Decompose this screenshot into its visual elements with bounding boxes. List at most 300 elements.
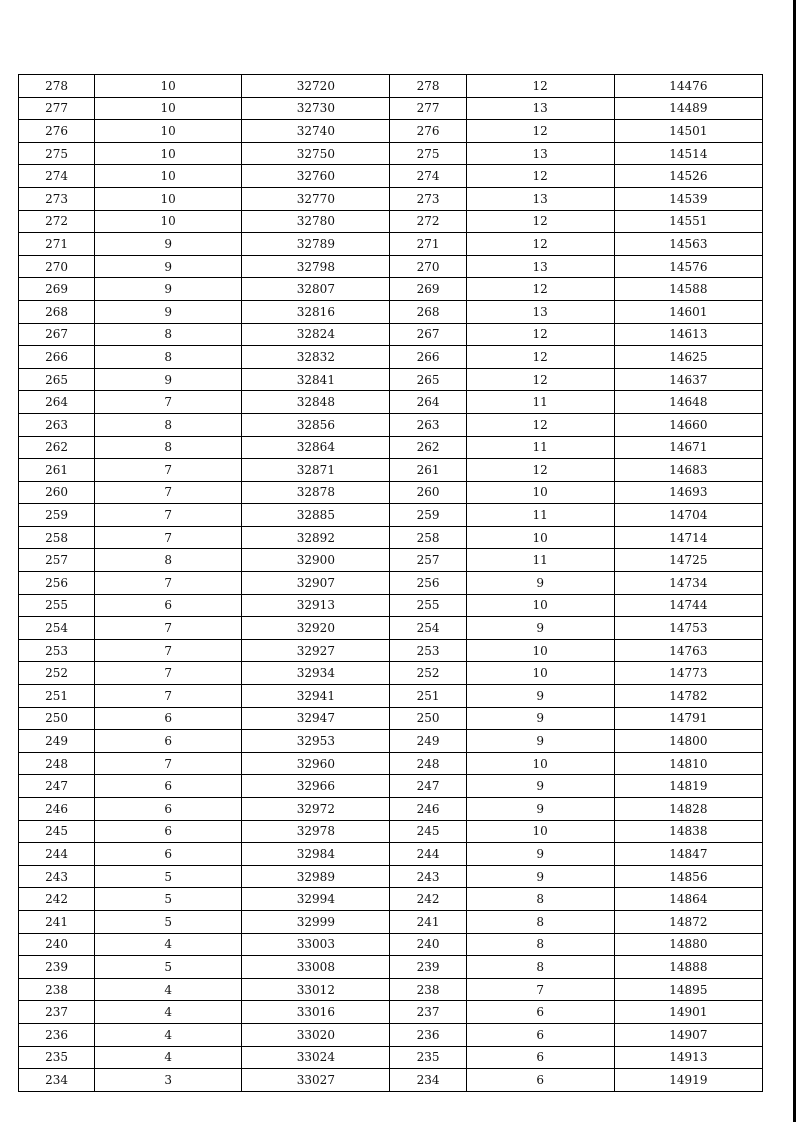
score-right-cell: 255 [390, 594, 466, 617]
cumulative-left-cell: 32789 [242, 233, 390, 256]
cumulative-right-cell: 14551 [614, 210, 762, 233]
count-left-cell: 8 [95, 413, 242, 436]
count-left-cell: 7 [95, 572, 242, 595]
count-right-cell: 6 [466, 1046, 614, 1069]
cumulative-right-cell: 14856 [614, 865, 762, 888]
score-right-cell: 246 [390, 798, 466, 821]
score-left-cell: 248 [19, 752, 95, 775]
count-left-cell: 9 [95, 255, 242, 278]
cumulative-right-cell: 14489 [614, 97, 762, 120]
cumulative-left-cell: 32807 [242, 278, 390, 301]
score-right-cell: 250 [390, 707, 466, 730]
score-left-cell: 265 [19, 368, 95, 391]
score-right-cell: 252 [390, 662, 466, 685]
table-row [19, 142, 763, 165]
cumulative-right-cell: 14588 [614, 278, 762, 301]
score-right-cell: 236 [390, 1023, 466, 1046]
count-left-cell: 7 [95, 391, 242, 414]
cumulative-left-cell: 32841 [242, 368, 390, 391]
count-right-cell: 11 [466, 391, 614, 414]
score-right-cell: 264 [390, 391, 466, 414]
table-body [19, 75, 763, 1092]
score-left-cell: 244 [19, 843, 95, 866]
count-left-cell: 7 [95, 662, 242, 685]
cumulative-right-cell: 14880 [614, 933, 762, 956]
table-row [19, 775, 763, 798]
count-right-cell: 10 [466, 820, 614, 843]
count-right-cell: 11 [466, 436, 614, 459]
cumulative-left-cell: 33027 [242, 1069, 390, 1092]
cumulative-left-cell: 32832 [242, 346, 390, 369]
table-row [19, 75, 763, 98]
count-right-cell: 9 [466, 865, 614, 888]
score-right-cell: 269 [390, 278, 466, 301]
cumulative-right-cell: 14671 [614, 436, 762, 459]
score-left-cell: 243 [19, 865, 95, 888]
score-right-cell: 256 [390, 572, 466, 595]
score-left-cell: 269 [19, 278, 95, 301]
table-row [19, 481, 763, 504]
count-right-cell: 12 [466, 323, 614, 346]
cumulative-left-cell: 32824 [242, 323, 390, 346]
score-left-cell: 255 [19, 594, 95, 617]
count-left-cell: 9 [95, 233, 242, 256]
count-right-cell: 10 [466, 662, 614, 685]
cumulative-left-cell: 32978 [242, 820, 390, 843]
count-left-cell: 5 [95, 865, 242, 888]
score-right-cell: 260 [390, 481, 466, 504]
cumulative-right-cell: 14753 [614, 617, 762, 640]
score-right-cell: 251 [390, 685, 466, 708]
score-right-cell: 262 [390, 436, 466, 459]
count-right-cell: 12 [466, 210, 614, 233]
cumulative-left-cell: 32892 [242, 526, 390, 549]
cumulative-left-cell: 33020 [242, 1023, 390, 1046]
score-left-cell: 235 [19, 1046, 95, 1069]
count-right-cell: 9 [466, 730, 614, 753]
cumulative-left-cell: 32770 [242, 187, 390, 210]
count-left-cell: 7 [95, 504, 242, 527]
cumulative-left-cell: 32984 [242, 843, 390, 866]
count-right-cell: 9 [466, 572, 614, 595]
table-row [19, 594, 763, 617]
count-right-cell: 8 [466, 888, 614, 911]
cumulative-left-cell: 32798 [242, 255, 390, 278]
score-right-cell: 240 [390, 933, 466, 956]
cumulative-left-cell: 32947 [242, 707, 390, 730]
table-row [19, 413, 763, 436]
count-left-cell: 6 [95, 798, 242, 821]
count-left-cell: 6 [95, 820, 242, 843]
cumulative-left-cell: 32730 [242, 97, 390, 120]
score-right-cell: 242 [390, 888, 466, 911]
table-row [19, 436, 763, 459]
score-left-cell: 267 [19, 323, 95, 346]
cumulative-right-cell: 14888 [614, 956, 762, 979]
cumulative-right-cell: 14660 [614, 413, 762, 436]
score-left-cell: 278 [19, 75, 95, 98]
score-right-cell: 241 [390, 910, 466, 933]
count-left-cell: 8 [95, 549, 242, 572]
table-row [19, 820, 763, 843]
count-right-cell: 8 [466, 933, 614, 956]
cumulative-left-cell: 32927 [242, 639, 390, 662]
cumulative-left-cell: 32999 [242, 910, 390, 933]
cumulative-right-cell: 14714 [614, 526, 762, 549]
score-left-cell: 264 [19, 391, 95, 414]
table-row [19, 639, 763, 662]
score-left-cell: 274 [19, 165, 95, 188]
score-left-cell: 236 [19, 1023, 95, 1046]
score-left-cell: 246 [19, 798, 95, 821]
cumulative-right-cell: 14576 [614, 255, 762, 278]
score-left-cell: 256 [19, 572, 95, 595]
cumulative-left-cell: 32941 [242, 685, 390, 708]
cumulative-right-cell: 14613 [614, 323, 762, 346]
count-right-cell: 13 [466, 300, 614, 323]
table-row [19, 165, 763, 188]
score-right-cell: 249 [390, 730, 466, 753]
table-row [19, 187, 763, 210]
cumulative-right-cell: 14648 [614, 391, 762, 414]
cumulative-right-cell: 14773 [614, 662, 762, 685]
cumulative-right-cell: 14907 [614, 1023, 762, 1046]
count-left-cell: 10 [95, 97, 242, 120]
score-left-cell: 257 [19, 549, 95, 572]
count-right-cell: 10 [466, 639, 614, 662]
count-right-cell: 12 [466, 75, 614, 98]
table-row [19, 707, 763, 730]
count-right-cell: 12 [466, 165, 614, 188]
count-left-cell: 9 [95, 278, 242, 301]
score-left-cell: 239 [19, 956, 95, 979]
cumulative-right-cell: 14819 [614, 775, 762, 798]
cumulative-right-cell: 14625 [614, 346, 762, 369]
score-right-cell: 270 [390, 255, 466, 278]
score-right-cell: 245 [390, 820, 466, 843]
cumulative-right-cell: 14637 [614, 368, 762, 391]
count-right-cell: 9 [466, 685, 614, 708]
count-left-cell: 4 [95, 1046, 242, 1069]
table-row [19, 346, 763, 369]
score-left-cell: 254 [19, 617, 95, 640]
table-row [19, 752, 763, 775]
count-left-cell: 10 [95, 120, 242, 143]
count-left-cell: 10 [95, 187, 242, 210]
score-right-cell: 271 [390, 233, 466, 256]
table-row [19, 233, 763, 256]
score-left-cell: 266 [19, 346, 95, 369]
cumulative-left-cell: 32848 [242, 391, 390, 414]
table-row [19, 910, 763, 933]
score-right-cell: 238 [390, 978, 466, 1001]
table-row [19, 1069, 763, 1092]
count-right-cell: 12 [466, 233, 614, 256]
score-left-cell: 238 [19, 978, 95, 1001]
count-right-cell: 12 [466, 120, 614, 143]
score-left-cell: 277 [19, 97, 95, 120]
cumulative-right-cell: 14872 [614, 910, 762, 933]
table-row [19, 662, 763, 685]
cumulative-left-cell: 32878 [242, 481, 390, 504]
cumulative-left-cell: 32994 [242, 888, 390, 911]
score-left-cell: 260 [19, 481, 95, 504]
table-row [19, 526, 763, 549]
table-row [19, 956, 763, 979]
cumulative-right-cell: 14526 [614, 165, 762, 188]
cumulative-left-cell: 32960 [242, 752, 390, 775]
count-left-cell: 7 [95, 685, 242, 708]
table-row [19, 933, 763, 956]
score-left-cell: 250 [19, 707, 95, 730]
score-right-cell: 253 [390, 639, 466, 662]
count-left-cell: 5 [95, 910, 242, 933]
score-left-cell: 240 [19, 933, 95, 956]
score-left-cell: 258 [19, 526, 95, 549]
score-left-cell: 242 [19, 888, 95, 911]
count-left-cell: 4 [95, 1001, 242, 1024]
score-left-cell: 268 [19, 300, 95, 323]
cumulative-left-cell: 32920 [242, 617, 390, 640]
table-row [19, 368, 763, 391]
score-distribution-table [18, 74, 763, 1092]
table-row [19, 617, 763, 640]
score-left-cell: 270 [19, 255, 95, 278]
table-row [19, 730, 763, 753]
table-row [19, 888, 763, 911]
count-right-cell: 12 [466, 459, 614, 482]
cumulative-right-cell: 14601 [614, 300, 762, 323]
table-row [19, 685, 763, 708]
count-left-cell: 6 [95, 775, 242, 798]
count-left-cell: 4 [95, 978, 242, 1001]
cumulative-right-cell: 14563 [614, 233, 762, 256]
cumulative-left-cell: 32913 [242, 594, 390, 617]
score-left-cell: 252 [19, 662, 95, 685]
cumulative-right-cell: 14693 [614, 481, 762, 504]
count-right-cell: 10 [466, 594, 614, 617]
cumulative-left-cell: 32953 [242, 730, 390, 753]
cumulative-right-cell: 14800 [614, 730, 762, 753]
count-right-cell: 7 [466, 978, 614, 1001]
cumulative-left-cell: 32907 [242, 572, 390, 595]
table-row [19, 978, 763, 1001]
cumulative-left-cell: 32740 [242, 120, 390, 143]
table-row [19, 97, 763, 120]
cumulative-left-cell: 32750 [242, 142, 390, 165]
score-right-cell: 277 [390, 97, 466, 120]
score-right-cell: 234 [390, 1069, 466, 1092]
count-left-cell: 7 [95, 752, 242, 775]
cumulative-left-cell: 32864 [242, 436, 390, 459]
count-left-cell: 10 [95, 165, 242, 188]
score-left-cell: 261 [19, 459, 95, 482]
score-right-cell: 275 [390, 142, 466, 165]
cumulative-right-cell: 14514 [614, 142, 762, 165]
cumulative-right-cell: 14913 [614, 1046, 762, 1069]
cumulative-right-cell: 14539 [614, 187, 762, 210]
cumulative-right-cell: 14919 [614, 1069, 762, 1092]
cumulative-left-cell: 32934 [242, 662, 390, 685]
count-right-cell: 10 [466, 481, 614, 504]
cumulative-right-cell: 14847 [614, 843, 762, 866]
table-row [19, 300, 763, 323]
count-right-cell: 9 [466, 798, 614, 821]
score-left-cell: 247 [19, 775, 95, 798]
count-right-cell: 10 [466, 526, 614, 549]
count-left-cell: 6 [95, 730, 242, 753]
score-right-cell: 254 [390, 617, 466, 640]
cumulative-left-cell: 33024 [242, 1046, 390, 1069]
cumulative-left-cell: 33016 [242, 1001, 390, 1024]
score-left-cell: 273 [19, 187, 95, 210]
cumulative-right-cell: 14725 [614, 549, 762, 572]
table-row [19, 1023, 763, 1046]
count-left-cell: 10 [95, 142, 242, 165]
table-row [19, 1046, 763, 1069]
score-right-cell: 258 [390, 526, 466, 549]
table-row [19, 549, 763, 572]
count-left-cell: 10 [95, 210, 242, 233]
score-right-cell: 272 [390, 210, 466, 233]
score-right-cell: 244 [390, 843, 466, 866]
score-right-cell: 261 [390, 459, 466, 482]
score-right-cell: 239 [390, 956, 466, 979]
score-left-cell: 241 [19, 910, 95, 933]
cumulative-left-cell: 32720 [242, 75, 390, 98]
count-right-cell: 6 [466, 1069, 614, 1092]
score-left-cell: 272 [19, 210, 95, 233]
cumulative-right-cell: 14683 [614, 459, 762, 482]
score-right-cell: 243 [390, 865, 466, 888]
count-right-cell: 12 [466, 368, 614, 391]
cumulative-right-cell: 14828 [614, 798, 762, 821]
score-left-cell: 237 [19, 1001, 95, 1024]
count-left-cell: 6 [95, 707, 242, 730]
count-right-cell: 10 [466, 752, 614, 775]
score-left-cell: 253 [19, 639, 95, 662]
cumulative-left-cell: 32966 [242, 775, 390, 798]
count-right-cell: 13 [466, 142, 614, 165]
count-right-cell: 9 [466, 707, 614, 730]
score-left-cell: 263 [19, 413, 95, 436]
count-right-cell: 6 [466, 1023, 614, 1046]
score-right-cell: 274 [390, 165, 466, 188]
table-row [19, 798, 763, 821]
cumulative-right-cell: 14901 [614, 1001, 762, 1024]
table-row [19, 255, 763, 278]
cumulative-left-cell: 33012 [242, 978, 390, 1001]
count-right-cell: 9 [466, 617, 614, 640]
count-right-cell: 12 [466, 346, 614, 369]
table-row [19, 120, 763, 143]
cumulative-left-cell: 32760 [242, 165, 390, 188]
count-right-cell: 6 [466, 1001, 614, 1024]
cumulative-left-cell: 32900 [242, 549, 390, 572]
cumulative-right-cell: 14763 [614, 639, 762, 662]
count-left-cell: 7 [95, 481, 242, 504]
score-right-cell: 263 [390, 413, 466, 436]
cumulative-right-cell: 14791 [614, 707, 762, 730]
cumulative-right-cell: 14864 [614, 888, 762, 911]
cumulative-right-cell: 14704 [614, 504, 762, 527]
count-right-cell: 8 [466, 910, 614, 933]
count-right-cell: 9 [466, 775, 614, 798]
table-row [19, 391, 763, 414]
count-right-cell: 12 [466, 413, 614, 436]
score-left-cell: 271 [19, 233, 95, 256]
score-right-cell: 266 [390, 346, 466, 369]
cumulative-right-cell: 14744 [614, 594, 762, 617]
cumulative-left-cell: 33003 [242, 933, 390, 956]
cumulative-right-cell: 14501 [614, 120, 762, 143]
table-row [19, 210, 763, 233]
score-right-cell: 257 [390, 549, 466, 572]
table-row [19, 1001, 763, 1024]
count-left-cell: 7 [95, 459, 242, 482]
table-row [19, 504, 763, 527]
score-left-cell: 249 [19, 730, 95, 753]
cumulative-right-cell: 14734 [614, 572, 762, 595]
table-row [19, 572, 763, 595]
score-right-cell: 268 [390, 300, 466, 323]
score-right-cell: 273 [390, 187, 466, 210]
table-row [19, 323, 763, 346]
count-right-cell: 9 [466, 843, 614, 866]
score-left-cell: 259 [19, 504, 95, 527]
count-left-cell: 8 [95, 436, 242, 459]
score-left-cell: 245 [19, 820, 95, 843]
cumulative-left-cell: 32989 [242, 865, 390, 888]
score-left-cell: 276 [19, 120, 95, 143]
count-left-cell: 7 [95, 617, 242, 640]
score-right-cell: 265 [390, 368, 466, 391]
score-left-cell: 275 [19, 142, 95, 165]
cumulative-right-cell: 14838 [614, 820, 762, 843]
count-right-cell: 11 [466, 549, 614, 572]
count-left-cell: 8 [95, 346, 242, 369]
count-left-cell: 4 [95, 933, 242, 956]
count-left-cell: 10 [95, 75, 242, 98]
score-right-cell: 278 [390, 75, 466, 98]
cumulative-left-cell: 33008 [242, 956, 390, 979]
count-left-cell: 5 [95, 956, 242, 979]
count-right-cell: 13 [466, 187, 614, 210]
score-left-cell: 262 [19, 436, 95, 459]
count-right-cell: 12 [466, 278, 614, 301]
count-left-cell: 8 [95, 323, 242, 346]
cumulative-left-cell: 32816 [242, 300, 390, 323]
score-right-cell: 248 [390, 752, 466, 775]
table-row [19, 278, 763, 301]
score-left-cell: 251 [19, 685, 95, 708]
score-right-cell: 259 [390, 504, 466, 527]
count-left-cell: 6 [95, 594, 242, 617]
cumulative-left-cell: 32780 [242, 210, 390, 233]
score-right-cell: 235 [390, 1046, 466, 1069]
count-left-cell: 7 [95, 639, 242, 662]
cumulative-right-cell: 14810 [614, 752, 762, 775]
score-right-cell: 237 [390, 1001, 466, 1024]
table-row [19, 459, 763, 482]
count-left-cell: 4 [95, 1023, 242, 1046]
count-right-cell: 13 [466, 97, 614, 120]
score-right-cell: 247 [390, 775, 466, 798]
count-right-cell: 8 [466, 956, 614, 979]
cumulative-left-cell: 32972 [242, 798, 390, 821]
table-row [19, 865, 763, 888]
cumulative-right-cell: 14895 [614, 978, 762, 1001]
